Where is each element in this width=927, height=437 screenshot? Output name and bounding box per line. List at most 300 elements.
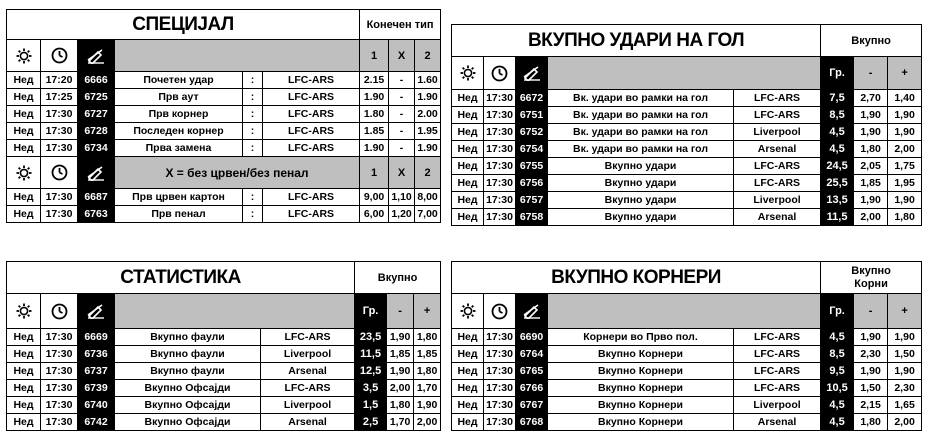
code-cell: 6756 [516, 175, 548, 192]
code-cell: 6764 [516, 346, 548, 363]
stats-title: СТАТИСТИКА [7, 262, 355, 294]
code-column-icon-cell [78, 294, 115, 329]
market-name-cell: Последен корнер [115, 123, 243, 140]
clock-icon [43, 164, 75, 181]
time-cell: 17:30 [41, 106, 78, 123]
odd-x-cell[interactable]: - [389, 72, 415, 89]
team-cell: LFC-ARS [261, 329, 355, 346]
time-cell: 17:30 [484, 363, 516, 380]
time-column-icon-cell [484, 57, 516, 90]
odd-x-cell[interactable]: - [389, 140, 415, 157]
market-name-cell: Вкупно Офсајди [115, 414, 261, 431]
clock-icon [43, 303, 75, 320]
odd-2-cell[interactable]: 1.95 [415, 123, 441, 140]
day-cell: Нед [7, 189, 41, 206]
code-cell: 6728 [78, 123, 115, 140]
odd-x-cell[interactable]: - [389, 123, 415, 140]
sun-icon [9, 165, 38, 181]
time-cell: 17:30 [41, 414, 78, 431]
under-odd-cell[interactable]: 2,05 [854, 158, 888, 175]
code-cell: 6742 [78, 414, 115, 431]
market-name-cell: Вкупно удари [548, 209, 734, 226]
market-name-cell: Вкупно Офсајди [115, 397, 261, 414]
time-column-icon-cell [41, 157, 78, 189]
col-1-header: 1 [360, 40, 389, 72]
over-odd-cell[interactable]: 1,65 [888, 397, 922, 414]
table-row[interactable] [7, 414, 441, 431]
separator-cell: : [243, 89, 263, 106]
time-cell: 17:30 [41, 329, 78, 346]
separator-cell: : [243, 72, 263, 89]
under-odd-cell[interactable]: 1,50 [854, 380, 888, 397]
time-cell: 17:30 [484, 414, 516, 431]
day-cell: Нед [7, 329, 41, 346]
under-odd-cell[interactable]: 2,00 [854, 209, 888, 226]
clock-icon [486, 65, 513, 82]
time-cell: 17:30 [41, 140, 78, 157]
odd-1-cell[interactable]: 2.15 [360, 72, 389, 89]
day-cell: Нед [7, 414, 41, 431]
code-column-icon-cell [516, 57, 548, 90]
odd-x-cell[interactable]: - [389, 106, 415, 123]
time-cell: 17:30 [41, 346, 78, 363]
table-row[interactable] [452, 414, 922, 431]
team-cell: LFC-ARS [734, 346, 821, 363]
table-row[interactable] [452, 363, 922, 380]
code-cell: 6690 [516, 329, 548, 346]
team-cell: LFC-ARS [734, 380, 821, 397]
team-cell: LFC-ARS [734, 90, 821, 107]
table-row[interactable] [452, 397, 922, 414]
line-cell: 10,5 [821, 380, 854, 397]
time-cell: 17:30 [484, 209, 516, 226]
day-cell: Нед [452, 158, 484, 175]
under-odd-cell[interactable]: 2,15 [854, 397, 888, 414]
team-cell: Liverpool [261, 397, 355, 414]
team-cell: LFC-ARS [263, 189, 360, 206]
code-cell: 6752 [516, 124, 548, 141]
market-name-cell: Вкупно Корнери [548, 397, 734, 414]
code-column-icon-cell [516, 294, 548, 329]
day-cell: Нед [452, 192, 484, 209]
under-odd-cell[interactable]: 1,80 [387, 397, 414, 414]
stats-header-grey [115, 294, 355, 329]
special-icons-row [7, 40, 441, 72]
team-cell: LFC-ARS [734, 158, 821, 175]
under-odd-cell[interactable]: 2,70 [854, 90, 888, 107]
day-cell: Нед [452, 209, 484, 226]
market-name-cell: Вк. удари во рамки на гол [548, 124, 734, 141]
day-cell: Нед [452, 414, 484, 431]
line-cell: 7,5 [821, 90, 854, 107]
line-header: Гр. [821, 294, 854, 329]
table-row[interactable] [452, 346, 922, 363]
team-cell: LFC-ARS [263, 106, 360, 123]
odd-2-cell[interactable]: 2.00 [415, 106, 441, 123]
day-cell: Нед [452, 141, 484, 158]
team-cell: LFC-ARS [261, 380, 355, 397]
team-cell: Liverpool [261, 346, 355, 363]
shots-table [451, 24, 922, 226]
code-cell: 6751 [516, 107, 548, 124]
day-cell: Нед [7, 206, 41, 223]
table-row[interactable] [7, 189, 441, 206]
code-cell: 6758 [516, 209, 548, 226]
code-column-icon-cell [78, 157, 115, 189]
line-cell: 11,5 [355, 346, 387, 363]
line-header: Гр. [355, 294, 387, 329]
market-name-cell: Прв црвен картон [115, 189, 243, 206]
market-name-cell: Прва замена [115, 140, 243, 157]
table-row[interactable] [452, 175, 922, 192]
team-cell: LFC-ARS [734, 107, 821, 124]
time-cell: 17:20 [41, 72, 78, 89]
time-column-icon-cell [41, 294, 78, 329]
odd-2-cell[interactable]: 8,00 [415, 189, 441, 206]
time-cell: 17:30 [484, 192, 516, 209]
team-cell: Liverpool [734, 192, 821, 209]
over-odd-cell[interactable]: 1,85 [414, 346, 441, 363]
time-cell: 17:30 [41, 189, 78, 206]
line-cell: 2,5 [355, 414, 387, 431]
sun-icon [9, 48, 38, 64]
day-cell: Нед [452, 380, 484, 397]
line-cell: 3,5 [355, 380, 387, 397]
day-cell: Нед [7, 380, 41, 397]
under-odd-cell[interactable]: 1,90 [854, 124, 888, 141]
market-name-cell: Вк. удари во рамки на гол [548, 141, 734, 158]
market-name-cell: Вкупно Корнери [548, 380, 734, 397]
code-cell: 6734 [78, 140, 115, 157]
line-cell: 8,5 [821, 346, 854, 363]
code-cell: 6687 [78, 189, 115, 206]
day-cell: Нед [452, 90, 484, 107]
team-cell: LFC-ARS [263, 206, 360, 223]
special-subheader-row [7, 157, 441, 189]
time-cell: 17:25 [41, 89, 78, 106]
under-odd-cell[interactable]: 1,70 [387, 414, 414, 431]
day-column-icon-cell [452, 294, 484, 329]
code-cell: 6755 [516, 158, 548, 175]
table-row[interactable] [7, 106, 441, 123]
code-cell: 6754 [516, 141, 548, 158]
day-cell: Нед [452, 329, 484, 346]
no-edit-icon [80, 303, 112, 319]
corners-icons-row [452, 294, 922, 329]
minus-header: - [854, 294, 888, 329]
corners-total-header-line2: Корни [854, 277, 888, 290]
table-row[interactable] [452, 141, 922, 158]
separator-cell: : [243, 140, 263, 157]
market-name-cell: Вкупно Офсајди [115, 380, 261, 397]
over-odd-cell[interactable]: 1,80 [414, 329, 441, 346]
code-column-icon-cell [78, 40, 115, 72]
sun-icon [9, 303, 38, 319]
time-cell: 17:30 [484, 141, 516, 158]
over-odd-cell[interactable]: 1,95 [888, 175, 922, 192]
odd-1-cell[interactable]: 1.90 [360, 140, 389, 157]
code-cell: 6737 [78, 363, 115, 380]
day-cell: Нед [7, 397, 41, 414]
odd-1-cell[interactable]: 1.90 [360, 89, 389, 106]
day-cell: Нед [7, 123, 41, 140]
market-name-cell: Вк. удари во рамки на гол [548, 90, 734, 107]
over-odd-cell[interactable]: 1,90 [888, 124, 922, 141]
table-row[interactable] [452, 209, 922, 226]
market-name-cell: Вкупно Корнери [548, 346, 734, 363]
line-cell: 13,5 [821, 192, 854, 209]
day-cell: Нед [7, 106, 41, 123]
day-cell: Нед [7, 89, 41, 106]
table-row[interactable] [7, 89, 441, 106]
day-column-icon-cell [7, 40, 41, 72]
code-cell: 6736 [78, 346, 115, 363]
minus-header: - [854, 57, 888, 90]
over-odd-cell[interactable]: 1,90 [888, 192, 922, 209]
market-name-cell: Прв аут [115, 89, 243, 106]
sun-icon [454, 303, 481, 319]
code-cell: 6763 [78, 206, 115, 223]
odd-1-cell[interactable]: 1.80 [360, 106, 389, 123]
under-odd-cell[interactable]: 1,90 [854, 107, 888, 124]
time-cell: 17:30 [41, 397, 78, 414]
code-cell: 6669 [78, 329, 115, 346]
over-odd-cell[interactable]: 1,90 [888, 363, 922, 380]
under-odd-cell[interactable]: 1,90 [387, 329, 414, 346]
market-name-cell: Вкупно удари [548, 192, 734, 209]
team-cell: Arsenal [734, 141, 821, 158]
code-cell: 6725 [78, 89, 115, 106]
day-cell: Нед [7, 72, 41, 89]
under-odd-cell[interactable]: 1,85 [387, 346, 414, 363]
odd-x-cell[interactable]: - [389, 89, 415, 106]
time-cell: 17:30 [484, 107, 516, 124]
plus-header: + [888, 57, 922, 90]
under-odd-cell[interactable]: 2,30 [854, 346, 888, 363]
corners-header-grey [548, 294, 821, 329]
sun-icon [454, 65, 481, 81]
day-column-icon-cell [452, 57, 484, 90]
table-row[interactable] [452, 158, 922, 175]
table-row[interactable] [452, 192, 922, 209]
line-cell: 4,5 [821, 124, 854, 141]
day-cell: Нед [7, 140, 41, 157]
market-name-cell: Вкупно Корнери [548, 363, 734, 380]
odd-x-cell[interactable]: 1,20 [389, 206, 415, 223]
code-cell: 6740 [78, 397, 115, 414]
day-cell: Нед [452, 175, 484, 192]
under-odd-cell[interactable]: 1,85 [854, 175, 888, 192]
table-row[interactable] [7, 397, 441, 414]
under-odd-cell[interactable]: 1,90 [854, 363, 888, 380]
market-name-cell: Вкупно удари [548, 175, 734, 192]
team-cell: LFC-ARS [734, 175, 821, 192]
code-cell: 6757 [516, 192, 548, 209]
day-column-icon-cell [7, 157, 41, 189]
table-row[interactable] [452, 329, 922, 346]
under-odd-cell[interactable]: 1,90 [387, 363, 414, 380]
no-edit-icon [518, 65, 545, 81]
corners-total-header-line1: Вкупно [851, 264, 891, 277]
odd-1-cell[interactable]: 6,00 [360, 206, 389, 223]
time-cell: 17:30 [484, 329, 516, 346]
table-row[interactable] [452, 90, 922, 107]
code-cell: 6766 [516, 380, 548, 397]
time-cell: 17:30 [41, 206, 78, 223]
odd-x-cell[interactable]: 1,10 [389, 189, 415, 206]
odd-2-cell[interactable]: 1.60 [415, 72, 441, 89]
day-cell: Нед [452, 397, 484, 414]
under-odd-cell[interactable]: 1,80 [854, 141, 888, 158]
special-table [6, 9, 441, 223]
day-cell: Нед [7, 346, 41, 363]
corners-title: ВКУПНО КОРНЕРИ [452, 262, 821, 294]
line-cell: 23,5 [355, 329, 387, 346]
odd-2-cell[interactable]: 7,00 [415, 206, 441, 223]
day-cell: Нед [452, 124, 484, 141]
under-odd-cell[interactable]: 2,00 [387, 380, 414, 397]
team-cell: Arsenal [734, 414, 821, 431]
line-cell: 11,5 [821, 209, 854, 226]
table-row[interactable] [7, 206, 441, 223]
time-cell: 17:30 [484, 346, 516, 363]
over-odd-cell[interactable]: 1,80 [414, 363, 441, 380]
line-cell: 8,5 [821, 107, 854, 124]
market-name-cell: Корнери во Прво пол. [548, 329, 734, 346]
over-odd-cell[interactable]: 1,40 [888, 90, 922, 107]
code-cell: 6765 [516, 363, 548, 380]
market-name-cell: Вкупно фаули [115, 346, 261, 363]
corners-table [451, 261, 922, 431]
over-odd-cell[interactable]: 1,90 [888, 107, 922, 124]
market-name-cell: Прв пенал [115, 206, 243, 223]
col-2-header: 2 [415, 157, 441, 189]
time-cell: 17:30 [41, 123, 78, 140]
separator-cell: : [243, 206, 263, 223]
col-x-header: X [389, 40, 415, 72]
table-row[interactable] [7, 346, 441, 363]
line-cell: 4,5 [821, 414, 854, 431]
line-cell: 4,5 [821, 329, 854, 346]
separator-cell: : [243, 106, 263, 123]
team-cell: LFC-ARS [263, 123, 360, 140]
over-odd-cell[interactable]: 2,00 [414, 414, 441, 431]
code-cell: 6666 [78, 72, 115, 89]
line-cell: 1,5 [355, 397, 387, 414]
time-column-icon-cell [41, 40, 78, 72]
line-cell: 9,5 [821, 363, 854, 380]
team-cell: Arsenal [261, 363, 355, 380]
over-odd-cell[interactable]: 2,30 [888, 380, 922, 397]
no-edit-icon [518, 303, 545, 319]
time-cell: 17:30 [484, 124, 516, 141]
time-cell: 17:30 [484, 175, 516, 192]
table-row[interactable] [7, 72, 441, 89]
clock-icon [486, 303, 513, 320]
no-edit-icon [80, 48, 112, 64]
over-odd-cell[interactable]: 1,70 [414, 380, 441, 397]
table-row[interactable] [452, 380, 922, 397]
day-column-icon-cell [7, 294, 41, 329]
code-cell: 6768 [516, 414, 548, 431]
over-odd-cell[interactable]: 1,90 [888, 329, 922, 346]
team-cell: LFC-ARS [263, 72, 360, 89]
market-name-cell: Почетен удар [115, 72, 243, 89]
odd-2-cell[interactable]: 1.90 [415, 140, 441, 157]
stats-icons-row [7, 294, 441, 329]
table-row[interactable] [7, 329, 441, 346]
special-header-grey [115, 40, 360, 72]
over-odd-cell[interactable]: 1,50 [888, 346, 922, 363]
time-cell: 17:30 [41, 380, 78, 397]
over-odd-cell[interactable]: 1,90 [414, 397, 441, 414]
under-odd-cell[interactable]: 1,90 [854, 192, 888, 209]
table-row[interactable] [452, 107, 922, 124]
market-name-cell: Вкупно удари [548, 158, 734, 175]
market-name-cell: Вк. удари во рамки на гол [548, 107, 734, 124]
time-column-icon-cell [484, 294, 516, 329]
special-type-header: Конечен тип [360, 10, 441, 40]
day-cell: Нед [452, 346, 484, 363]
table-row[interactable] [7, 363, 441, 380]
shots-total-header: Вкупно [821, 25, 922, 57]
table-row[interactable] [7, 123, 441, 140]
col-1-header: 1 [360, 157, 389, 189]
table-row[interactable] [7, 380, 441, 397]
under-odd-cell[interactable]: 1,90 [854, 329, 888, 346]
under-odd-cell[interactable]: 1,80 [854, 414, 888, 431]
line-cell: 12,5 [355, 363, 387, 380]
shots-title: ВКУПНО УДАРИ НА ГОЛ [452, 25, 821, 57]
separator-cell: : [243, 189, 263, 206]
code-cell: 6727 [78, 106, 115, 123]
code-cell: 6672 [516, 90, 548, 107]
over-odd-cell[interactable]: 1,75 [888, 158, 922, 175]
col-2-header: 2 [415, 40, 441, 72]
separator-cell: : [243, 123, 263, 140]
stats-total-header: Вкупно [355, 262, 441, 294]
team-cell: Liverpool [734, 124, 821, 141]
table-row[interactable] [452, 124, 922, 141]
day-cell: Нед [452, 363, 484, 380]
line-header: Гр. [821, 57, 854, 90]
odd-1-cell[interactable]: 9,00 [360, 189, 389, 206]
shots-icons-row [452, 57, 922, 90]
over-odd-cell[interactable]: 2,00 [888, 414, 922, 431]
clock-icon [43, 47, 75, 64]
stats-table [6, 261, 441, 431]
over-odd-cell[interactable]: 2,00 [888, 141, 922, 158]
odd-1-cell[interactable]: 1.85 [360, 123, 389, 140]
shots-header-grey [548, 57, 821, 90]
time-cell: 17:30 [484, 380, 516, 397]
code-cell: 6739 [78, 380, 115, 397]
odd-2-cell[interactable]: 1.90 [415, 89, 441, 106]
no-edit-icon [80, 165, 112, 181]
team-cell: Arsenal [734, 209, 821, 226]
time-cell: 17:30 [484, 90, 516, 107]
over-odd-cell[interactable]: 1,80 [888, 209, 922, 226]
corners-total-header [821, 262, 922, 294]
team-cell: Liverpool [734, 397, 821, 414]
minus-header: - [387, 294, 414, 329]
line-cell: 4,5 [821, 397, 854, 414]
team-cell: LFC-ARS [734, 329, 821, 346]
team-cell: Arsenal [261, 414, 355, 431]
day-cell: Нед [452, 107, 484, 124]
table-row[interactable] [7, 140, 441, 157]
market-name-cell: Вкупно фаули [115, 363, 261, 380]
